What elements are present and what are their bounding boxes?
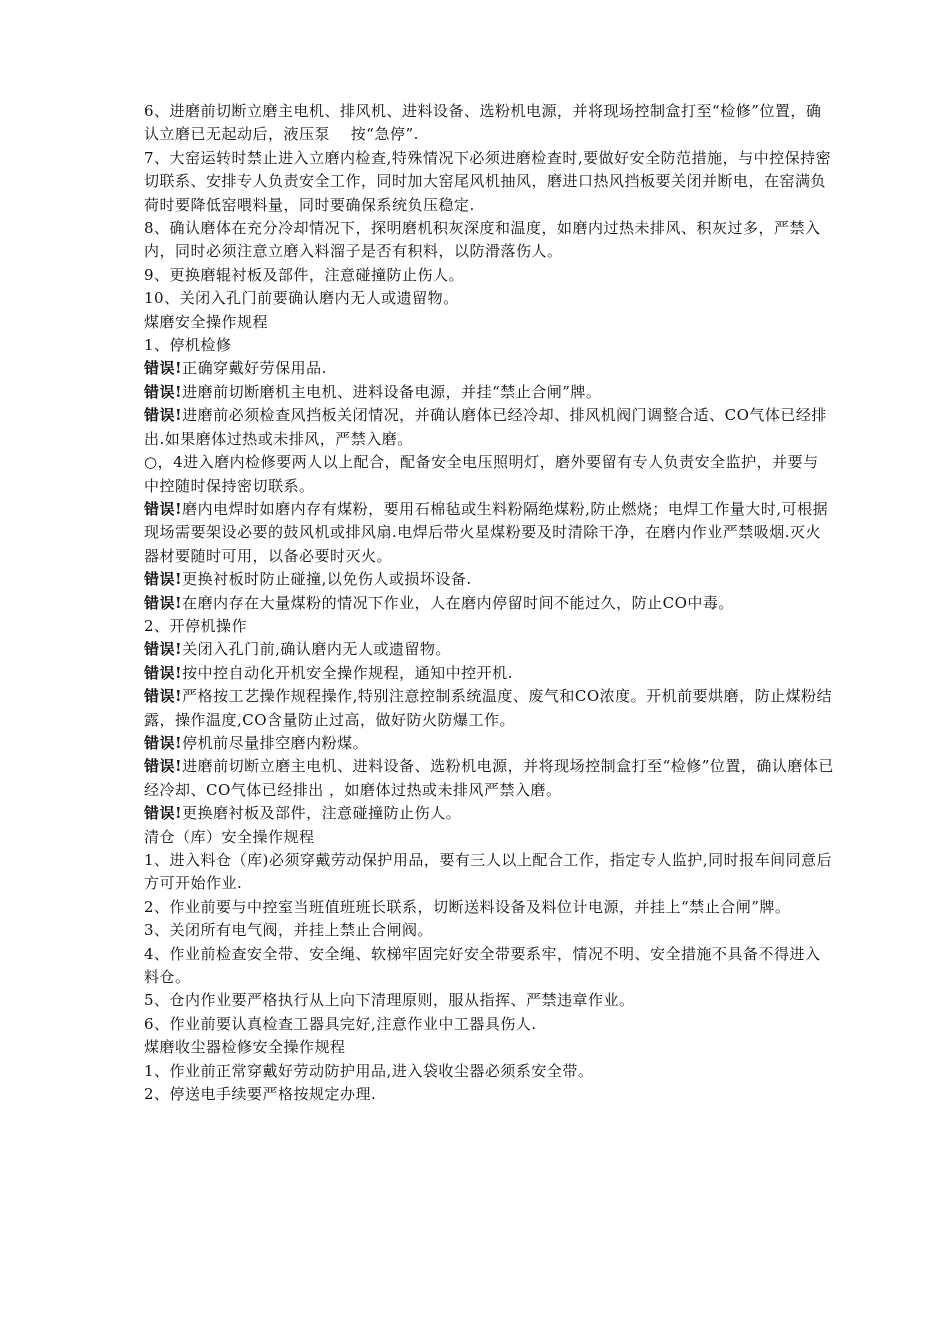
error-marker: 错误! [144,570,183,589]
paragraph [144,381,834,404]
paragraph [144,568,834,591]
paragraph [144,404,834,451]
paragraph [144,334,834,357]
paragraph [144,1013,834,1036]
paragraph-text: 磨内电焊时如磨内存有煤粉，要用石棉毡或生料粉隔绝煤粉,防止燃烧；电焊工作量大时,可根据现场需要架设必要的鼓风机或排风扇.电焊后带火星煤粉要及时清除干净，在磨内作业严禁吸烟.灭火器材要随时可用，以备必要时灭火。 [144,499,829,565]
paragraph [144,732,834,755]
paragraph [144,615,834,638]
error-marker: 错误! [144,640,183,659]
paragraph-text: 更换衬板时防止碰撞,以免伤人或损坏设备. [182,570,472,589]
paragraph [144,662,834,685]
error-marker: 错误! [144,382,183,401]
paragraph [144,100,834,147]
error-marker: 错误! [144,757,183,776]
paragraph-text: 9、更换磨辊衬板及部件，注意碰撞防止伤人。 [144,265,465,284]
paragraph-text: 煤磨收尘器检修安全操作规程 [144,1038,346,1057]
paragraph-text: 在磨内存在大量煤粉的情况下作业，人在磨内停留时间不能过久，防止CO中毒。 [182,593,734,612]
paragraph [144,638,834,661]
paragraph-text: 停机前尽量排空磨内粉煤。 [182,733,369,752]
error-marker: 错误! [144,663,183,682]
paragraph [144,217,834,264]
paragraph-text: 清仓（库）安全操作规程 [144,827,315,846]
error-marker: 错误! [144,733,183,752]
paragraph [144,592,834,615]
document-body [144,100,834,1106]
paragraph [144,451,834,498]
paragraph [144,685,834,732]
paragraph [144,896,834,919]
paragraph [144,1060,834,1083]
error-marker: 错误! [144,359,183,378]
paragraph [144,357,834,380]
error-marker: 错误! [144,406,183,425]
paragraph-text: 2、作业前要与中控室当班值班班长联系，切断送料设备及料位计电源，并挂上“禁止合闸”牌。 [144,897,791,916]
paragraph-text: 1、停机检修 [144,336,232,355]
error-marker: 错误! [144,499,183,518]
paragraph [144,849,834,896]
paragraph [144,264,834,287]
paragraph [144,311,834,334]
paragraph-text: 5、仓内作业要严格执行从上向下清理原则，服从指挥、严禁违章作业。 [144,991,635,1010]
paragraph-text: 2、停送电手续要严格按规定办理. [144,1085,377,1104]
paragraph-text: 进磨前必须检查风挡板关闭情况，并确认磨体已经冷却、排风机阀门调整合适、CO气体已经排出.如果磨体过热或未排风，严禁入磨。 [144,406,827,448]
error-marker: 错误! [144,687,183,706]
paragraph-text: 2、开停机操作 [144,616,248,635]
paragraph [144,147,834,217]
paragraph [144,943,834,990]
paragraph-text: 严格按工艺操作规程操作,特别注意控制系统温度、废气和CO浓度。开机前要烘磨，防止煤粉结露，操作温度,CO含量防止过高，做好防火防爆工作。 [144,687,833,729]
paragraph [144,755,834,802]
paragraph-text: 1、进入料仓（库)必须穿戴劳动保护用品，要有三人以上配合工作，指定专人监护,同时报车间同意后方可开始作业. [144,851,833,893]
paragraph [144,826,834,849]
paragraph-text: 关闭入孔门前,确认磨内无人或遗留物。 [182,640,451,659]
paragraph [144,1083,834,1106]
error-marker: 错误! [144,804,183,823]
paragraph-text: 10、关闭入孔门前要确认磨内无人或遗留物。 [144,289,459,308]
paragraph [144,989,834,1012]
paragraph [144,802,834,825]
error-marker: 错误! [144,593,183,612]
paragraph-text: 按中控自动化开机安全操作规程，通知中控开机. [182,663,513,682]
paragraph [144,498,834,568]
paragraph [144,919,834,942]
paragraph-text: 6、作业前要认真检查工器具完好,注意作业中工器具伤人. [144,1014,537,1033]
paragraph-text: 6、进磨前切断立磨主电机、排风机、进料设备、选粉机电源，并将现场控制盒打至“检修”位置，确认立磨已无起动后，液压泵 按“急停”. [144,102,822,144]
paragraph-text: 进磨前切断立磨主电机、进料设备、选粉机电源，并将现场控制盒打至“检修”位置，确认磨体已经冷却、CO气体已经排出 ，如磨体过热或未排风严禁入磨。 [144,757,834,799]
paragraph-text: 1、作业前正常穿戴好劳动防护用品,进入袋收尘器必须系安全带。 [144,1061,594,1080]
paragraph [144,287,834,310]
paragraph [144,1036,834,1059]
paragraph-text: 4、作业前检查安全带、安全绳、软梯牢固完好安全带要系牢，情况不明、安全措施不具备不得进入料仓。 [144,944,821,987]
paragraph-text: 进磨前切断磨机主电机、进料设备电源，并挂“禁止合闸”牌。 [182,382,602,401]
paragraph-text: 煤磨安全操作规程 [144,312,269,331]
paragraph-text: 正确穿戴好劳保用品. [182,359,327,378]
paragraph-text: ○，4进入磨内检修要两人以上配合，配备安全电压照明灯，磨外要留有专人负责安全监护，并要与中控随时保持密切联系。 [144,453,819,495]
paragraph-text: 更换磨衬板及部件，注意碰撞防止伤人。 [182,804,462,823]
paragraph-text: 8、确认磨体在充分冷却情况下，探明磨机积灰深度和温度，如磨内过热未排风、积灰过多，严禁入内，同时必须注意立磨入料溜子是否有积料，以防滑落伤人。 [144,219,821,261]
paragraph-text: 7、大窑运转时禁止进入立磨内检查,特殊情况下必须进磨检查时,要做好安全防范措施，与中控保持密切联系、安排专人负责安全工作，同时加大窑尾风机抽风，磨进口热风挡板要关闭并断电，在窑满负荷时要降低窑喂料量，同时要确保系统负压稳定. [144,148,832,214]
paragraph-text: 3、关闭所有电气阀，并挂上禁止合闸阀。 [144,921,434,940]
